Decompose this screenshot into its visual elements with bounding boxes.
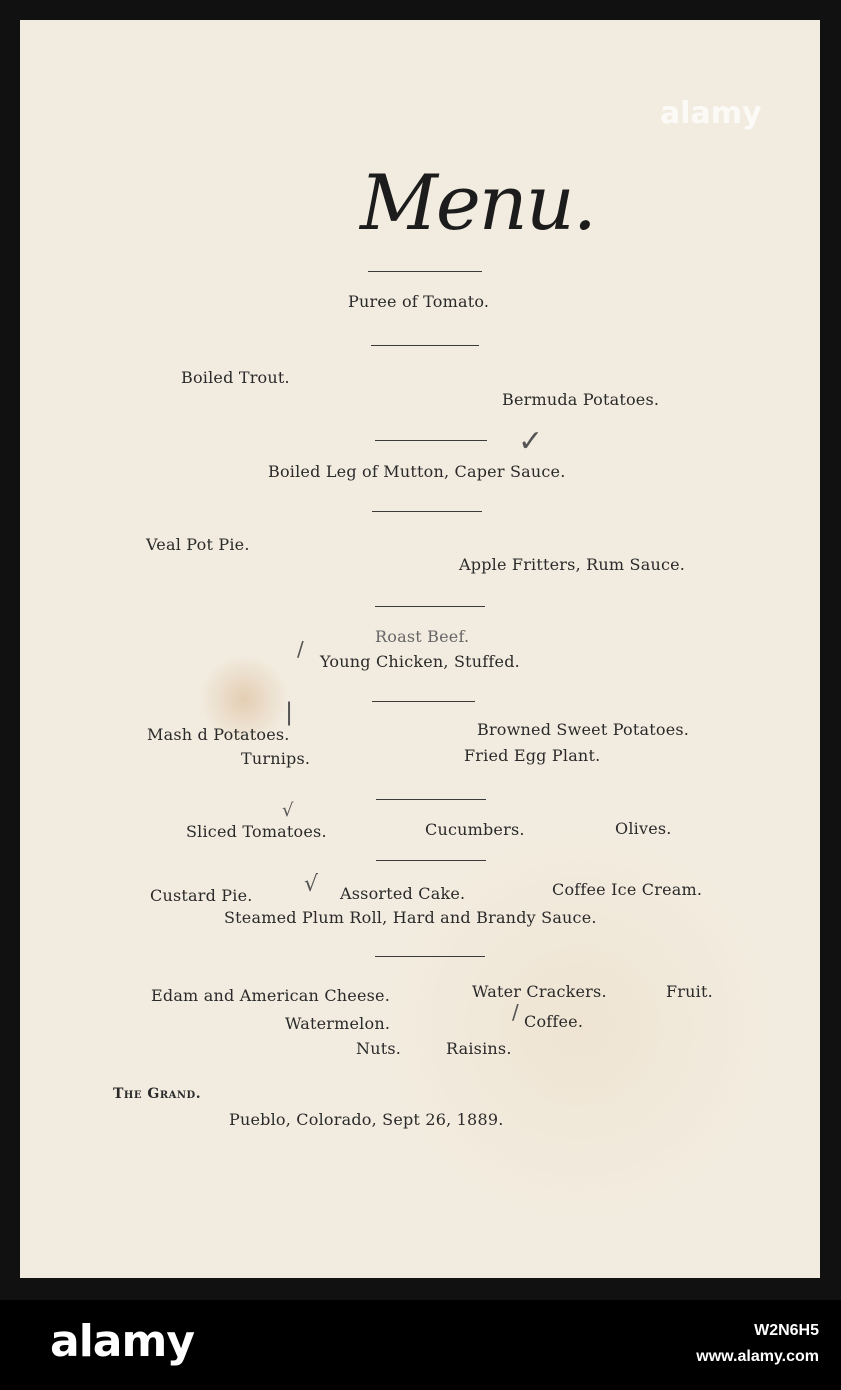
menu-item-dessert: Custard Pie. (150, 886, 253, 905)
venue-name: The Grand. (113, 1086, 202, 1102)
alamy-logo: alamy (50, 1316, 194, 1367)
menu-item-fish: Boiled Trout. (181, 368, 290, 387)
menu-item-cheese: Edam and American Cheese. (151, 986, 390, 1005)
place-date: Pueblo, Colorado, Sept 26, 1889. (229, 1110, 504, 1129)
menu-item-soup: Puree of Tomato. (348, 292, 490, 311)
menu-item-roast-2: Young Chicken, Stuffed. (320, 652, 520, 671)
site-url: www.alamy.com (696, 1348, 819, 1365)
divider (376, 860, 486, 861)
menu-item-vegetable-3: Browned Sweet Potatoes. (477, 720, 690, 739)
divider (368, 271, 482, 272)
menu-item-vegetable-4: Fried Egg Plant. (464, 746, 601, 765)
check-mark-icon: / (297, 637, 304, 661)
menu-item-boiled: Boiled Leg of Mutton, Caper Sauce. (268, 462, 566, 481)
divider (375, 606, 485, 607)
menu-item-dessert-4: Steamed Plum Roll, Hard and Brandy Sauce. (224, 908, 597, 927)
menu-item-entree: Veal Pot Pie. (146, 535, 250, 554)
menu-item-salad-2: Cucumbers. (425, 820, 525, 839)
check-mark-icon: ✓ (518, 424, 544, 459)
menu-item-raisins: Raisins. (446, 1039, 512, 1058)
menu-item-vegetable: Mash d Potatoes. (147, 725, 290, 744)
check-mark-icon: √ (282, 800, 294, 821)
menu-item-salad-3: Olives. (615, 819, 672, 838)
menu-item-fish-side: Bermuda Potatoes. (502, 390, 660, 409)
check-mark-icon: | (285, 698, 294, 726)
menu-title: Menu. (360, 158, 595, 247)
divider (375, 440, 487, 441)
check-mark-icon: √ (304, 872, 319, 897)
menu-item-dessert-2: Assorted Cake. (340, 884, 466, 903)
menu-item-nuts: Nuts. (356, 1039, 402, 1058)
menu-card (20, 20, 820, 1278)
menu-item-entree-2: Apple Fritters, Rum Sauce. (459, 555, 686, 574)
menu-item-dessert-3: Coffee Ice Cream. (552, 880, 703, 899)
divider (372, 511, 482, 512)
image-code: W2N6H5 (754, 1322, 819, 1339)
menu-item-vegetable-2: Turnips. (241, 749, 311, 768)
divider (375, 956, 485, 957)
menu-item-coffee: Coffee. (524, 1012, 584, 1031)
watermark-overlay: alamy (660, 96, 762, 131)
menu-item-crackers: Water Crackers. (472, 982, 607, 1001)
menu-item-roast: Roast Beef. (375, 627, 470, 646)
menu-item-watermelon: Watermelon. (285, 1014, 391, 1033)
check-mark-icon: / (512, 1000, 519, 1024)
menu-item-salad: Sliced Tomatoes. (186, 822, 327, 841)
menu-item-fruit: Fruit. (666, 982, 713, 1001)
divider (371, 345, 479, 346)
divider (376, 799, 486, 800)
divider (372, 701, 475, 702)
